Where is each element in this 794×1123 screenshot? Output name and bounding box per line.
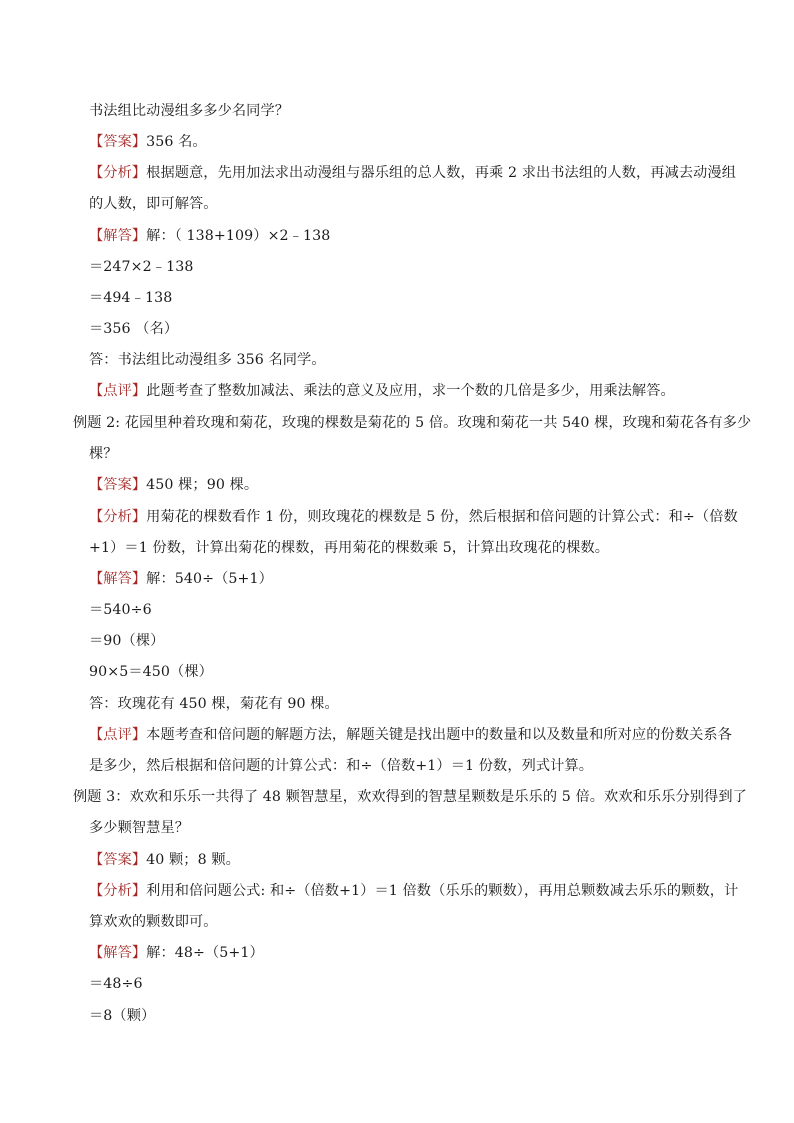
example-question-text: 多少颗智慧星？ (89, 820, 190, 836)
example-question-text: 例题 3：欢欢和乐乐一共得了 48 颗智慧星，欢欢得到的智慧星颗数是乐乐的 5 倍。欢欢和乐乐分别得到了 (73, 789, 747, 805)
solution-step (89, 600, 152, 620)
solution-text: ＝90（棵） (89, 633, 165, 649)
solution-step (89, 1006, 155, 1026)
answer-text: 356 名。 (146, 134, 207, 150)
comment-tag: 【点评】 (89, 727, 147, 743)
solution-line (89, 569, 273, 589)
solution-text: 解：48÷（5+1） (146, 945, 264, 961)
solution-step (89, 257, 193, 277)
solution-step (89, 662, 213, 682)
analysis-tag: 【分析】 (89, 165, 147, 181)
comment-text: 是多少，然后根据和倍问题的计算公式：和÷（倍数+1）＝1 份数，列式计算。 (89, 758, 594, 774)
answer-line (89, 475, 258, 495)
final-answer-text: 答：玫瑰花有 450 棵，菊花有 90 棵。 (89, 696, 339, 712)
answer-tag: 【答案】 (89, 852, 147, 868)
analysis-text: 算欢欢的颗数即可。 (89, 914, 218, 930)
solution-text: 解：（ 138+109）×2﹣138 (146, 228, 331, 244)
analysis-text: 用菊花的棵数看作 1 份，则玫瑰花的棵数是 5 份，然后根据和倍问题的计算公式：和÷（倍数 (146, 509, 738, 525)
answer-line (89, 132, 207, 152)
final-answer (89, 350, 326, 370)
analysis-line (89, 507, 738, 527)
solution-text: ＝48÷6 (89, 976, 143, 992)
solution-step (89, 319, 178, 339)
comment-line-cont (89, 756, 593, 776)
solution-text: 解：540÷（5+1） (146, 571, 273, 587)
solution-text: ＝494﹣138 (89, 290, 173, 306)
question-continuation (89, 101, 289, 121)
solution-tag: 【解答】 (89, 945, 147, 961)
solution-text: ＝540÷6 (89, 602, 152, 618)
example-question-text: 例题 2: 花园里种着玫瑰和菊花，玫瑰的棵数是菊花的 5 倍。玫瑰和菊花一共 540 棵，玫瑰和菊花各有多少 (73, 415, 752, 431)
solution-text: ＝356 （名） (89, 321, 179, 337)
solution-step (89, 631, 164, 651)
solution-step (89, 288, 172, 308)
analysis-text: +1）＝1 份数，计算出菊花的棵数，再用菊花的棵数乘 5，计算出玫瑰花的棵数。 (89, 540, 610, 556)
question-text: 书法组比动漫组多多少名同学？ (89, 103, 290, 119)
example-question-cont (89, 444, 118, 464)
solution-text: 90×5＝450（棵） (89, 664, 213, 680)
example-question-cont (89, 818, 189, 838)
analysis-tag: 【分析】 (89, 883, 147, 899)
analysis-text: 利用和倍问题公式: 和÷（倍数+1）＝1 倍数（乐乐的颗数），再用总颗数减去乐乐的颗数，计 (146, 883, 739, 899)
comment-tag: 【点评】 (89, 383, 147, 399)
example-question (73, 413, 751, 433)
analysis-line-cont (89, 194, 218, 214)
solution-line (89, 943, 264, 963)
answer-text: 450 棵；90 棵。 (146, 477, 259, 493)
answer-tag: 【答案】 (89, 134, 147, 150)
answer-line (89, 850, 240, 870)
analysis-text: 的人数，即可解答。 (89, 196, 218, 212)
analysis-line (89, 163, 736, 183)
analysis-line (89, 881, 738, 901)
answer-tag: 【答案】 (89, 477, 147, 493)
analysis-line-cont (89, 538, 609, 558)
solution-text: ＝8（颗） (89, 1008, 156, 1024)
example-question (73, 787, 747, 807)
final-answer-text: 答：书法组比动漫组多 356 名同学。 (89, 352, 326, 368)
solution-line (89, 226, 330, 246)
comment-line (89, 725, 732, 745)
solution-step (89, 974, 143, 994)
example-question-text: 棵？ (89, 446, 118, 462)
analysis-text: 根据题意，先用加法求出动漫组与器乐组的总人数，再乘 2 求出书法组的人数，再减去动漫组 (146, 165, 737, 181)
final-answer (89, 694, 339, 714)
analysis-tag: 【分析】 (89, 509, 147, 525)
analysis-line-cont (89, 912, 218, 932)
solution-text: ＝247×2﹣138 (89, 259, 194, 275)
solution-tag: 【解答】 (89, 228, 147, 244)
solution-tag: 【解答】 (89, 571, 147, 587)
answer-text: 40 颗；8 颗。 (146, 852, 240, 868)
comment-line (89, 381, 675, 401)
comment-text: 此题考查了整数加减法、乘法的意义及应用，求一个数的几倍是多少，用乘法解答。 (146, 383, 675, 399)
comment-text: 本题考查和倍问题的解题方法，解题关键是找出题中的数量和以及数量和所对应的份数关系各 (146, 727, 732, 743)
